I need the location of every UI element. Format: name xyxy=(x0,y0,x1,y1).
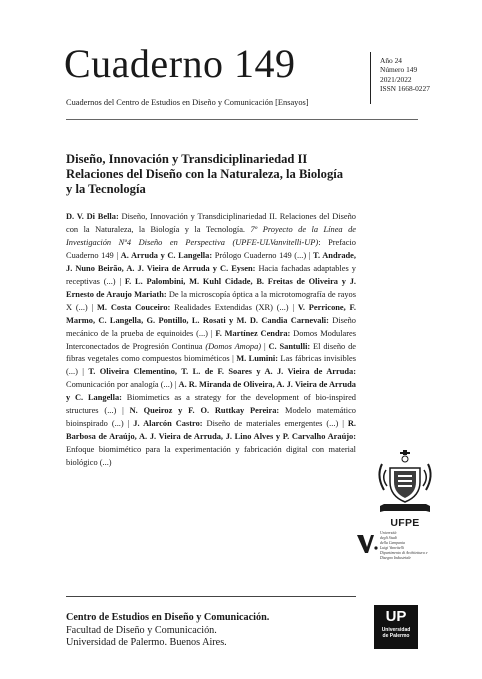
issue-year: Año 24 xyxy=(380,56,402,65)
toc-authors: R. Barbosa de Araújo, A. J. Vieira de Arruda, J. Lino Alves y P. Carvalho Araújo: xyxy=(66,419,356,442)
toc-text: Diseño de materiales emergentes (...) | xyxy=(202,419,348,429)
issue-headline xyxy=(66,152,396,197)
toc-text: Prólogo Cuaderno 149 (...) | xyxy=(212,250,314,260)
toc-entry xyxy=(133,419,348,428)
issue-issn: ISSN 1668-0227 xyxy=(380,84,430,94)
up-letters: UP xyxy=(385,608,407,625)
issue-period: 2021/2022 xyxy=(380,74,412,84)
toc-text: Domos Modulares Interconectados de Progresión Continua xyxy=(66,328,357,351)
header-rule xyxy=(66,119,418,120)
toc-authors: M. Lumini: xyxy=(236,354,278,364)
faculty-name: Facultad de Diseño y Comunicación. xyxy=(66,624,217,636)
unive-line: Luigi Vanvitelli xyxy=(380,545,404,550)
toc-authors: A. Arruda y C. Langella: xyxy=(120,250,213,260)
headline-line-2: Relaciones del Diseño con la Naturaleza, la Biología xyxy=(66,167,344,181)
toc-italic: 7º Proyecto de la Línea de Investigación Nº4 Diseño en Perspectiva (UPFE-ULVanvitelli-UP) xyxy=(66,224,356,247)
vanvitelli-logo xyxy=(356,531,446,571)
publisher-info xyxy=(66,612,269,650)
university-name: Universidad de Palermo. Buenos Aires. xyxy=(66,637,227,649)
footer-rule xyxy=(66,596,356,597)
toc-authors: T. Andrade, J. Nuno Beirão, A. J. Vieira de Arruda y C. Eysen: xyxy=(66,250,356,273)
up-line: de Palermo xyxy=(382,633,410,639)
toc-authors: F. Martínez Cendra: xyxy=(215,328,291,338)
toc-text: Modelo matemático bioinspirado (...) | xyxy=(66,406,356,429)
toc-text: Diseño mecánico de la prueba de equinoides (...) | xyxy=(66,315,356,338)
v-mark-icon xyxy=(356,533,378,555)
toc-entry xyxy=(121,251,313,260)
headline-line-1: Diseño, Innovación y Transdiciplinariedad II xyxy=(66,152,308,166)
toc-authors: A. R. Miranda de Oliveira, A. J. Vieira de Arruda y C. Langella: xyxy=(66,380,356,403)
toc-entry xyxy=(97,303,298,312)
toc-authors: D. V. Di Bella: xyxy=(66,212,119,221)
unive-line: Università xyxy=(380,531,397,535)
toc-text: El diseño de fibras vegetales como compuestos biomiméticos | xyxy=(66,341,356,364)
toc-authors: N. Queiroz y F. O. Ruttkay Pereira: xyxy=(129,406,280,416)
toc-text: : Prefacio Cuaderno 149 | xyxy=(66,237,356,260)
issue-meta xyxy=(380,56,430,94)
toc-authors: M. Costa Couceiro: xyxy=(97,302,171,312)
up-logo xyxy=(374,605,418,649)
toc-authors: C. Santulli: xyxy=(268,341,311,351)
up-line: Universidad xyxy=(381,627,411,633)
toc-italic: (Domos Amopa) xyxy=(205,341,262,351)
unive-line: Disegno Industriale xyxy=(380,555,412,560)
unive-line: degli Studi xyxy=(380,535,397,540)
toc-text: De la microscopía óptica a la microtomografía de rayos X (...) | xyxy=(66,289,356,312)
ufpe-logo xyxy=(374,448,436,529)
toc-text: Realidades Extendidas (XR) (...) | xyxy=(170,302,298,312)
toc-text: Hacia fachadas adaptables y receptivas (...) | xyxy=(66,263,356,286)
toc-authors: J. Alarcón Castro: xyxy=(133,419,203,429)
center-name: Centro de Estudios en Diseño y Comunicación. xyxy=(66,612,270,623)
journal-title: Cuaderno 149 xyxy=(64,41,296,86)
table-of-contents xyxy=(66,211,356,470)
headline-line-3: y la Tecnología xyxy=(66,182,146,196)
ufpe-label: UFPE xyxy=(390,517,420,529)
issue-number: Número 149 xyxy=(380,65,418,75)
meta-divider xyxy=(370,52,371,104)
ufpe-crest-icon xyxy=(374,448,436,516)
toc-text: Biomimetics as a strategy for the development of bio-inspired structures (...) | xyxy=(66,393,356,416)
toc-text: Las fábricas invisibles (...) | xyxy=(66,354,356,377)
toc-text: Enfoque biomimético para la experimentación y fabricación digital con material biológico (...) xyxy=(66,445,356,468)
toc-text: Comunicación por analogía (...) | xyxy=(66,380,179,390)
unive-line: Dipartimento di Architettura e xyxy=(380,550,428,555)
toc-authors: F. L. Palombini, M. Kuhl Cidade, B. Freitas de Oliveira y J. Ernesto de Araujo Mariath: xyxy=(66,276,356,299)
toc-authors: V. Perricone, F. Marmo, C. Langella, G. Pontillo, L. Rosati y M. D. Candia Carnevali: xyxy=(66,302,356,325)
unive-line: della Campania xyxy=(380,540,405,545)
journal-subtitle: Cuadernos del Centro de Estudios en Diseño y Comunicación [Ensayos] xyxy=(66,98,309,107)
toc-authors: T. Oliveira Clementino, T. L. de F. Soares y A. J. Vieira de Arruda: xyxy=(88,367,356,377)
toc-text: | xyxy=(261,341,269,351)
toc-text: Diseño, Innovación y Transdiciplinariedad II. Relaciones del Diseño con la Naturaleza, la Biología y la Tecnología. xyxy=(66,212,356,234)
